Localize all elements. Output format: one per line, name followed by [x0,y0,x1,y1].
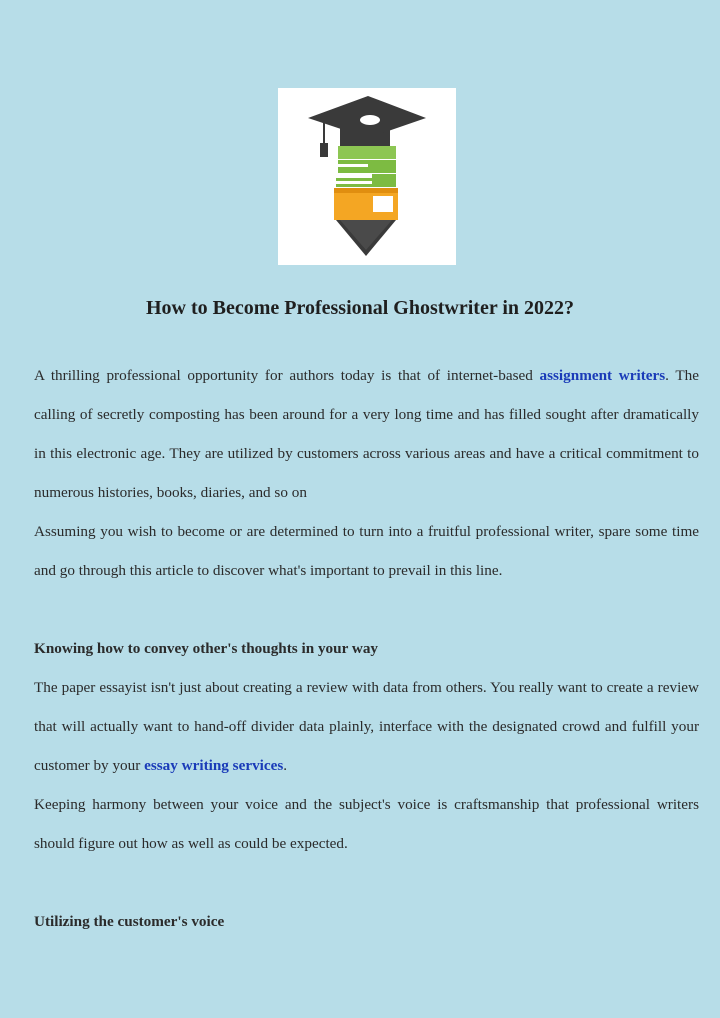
essay-writing-services-link[interactable]: essay writing services [144,757,284,774]
paragraph-paper-essayist: The paper essayist isn't just about creating a review with data from others. You really want to create a review that will actually want to hand-off divider data plainly, interface with the designated crowd and fulfill your customer by your essay writing services. [34,679,699,774]
assignment-writers-link[interactable]: assignment writers [539,367,666,384]
logo [278,88,456,265]
page-title: How to Become Professional Ghostwriter in 2022? [145,297,575,319]
paragraph-harmony: Keeping harmony between your voice and the subject's voice is craftsmanship that professional writers should figure out how as well as could be expected. [34,796,699,852]
section-heading-customer-voice: Utilizing the customer's voice [34,913,225,930]
graduation-cap-pencil-books-icon [278,88,456,265]
paragraph-motivation: Assuming you wish to become or are determined to turn into a fruitful professional writer, spare some time and go through this article to discover what's important to prevail in this line. [34,523,699,579]
paragraph-intro: A thrilling professional opportunity for authors today is that of internet-based assignment writers. The calling of secretly composting has been around for a very long time and has filled sought after dramatically in this electronic age. They are utilized by customers across various areas and have a critical commitment to numerous histories, books, diaries, and so on [34,367,699,501]
section-heading-conveying-thoughts: Knowing how to convey other's thoughts in your way [34,640,379,657]
article-body [34,356,699,941]
